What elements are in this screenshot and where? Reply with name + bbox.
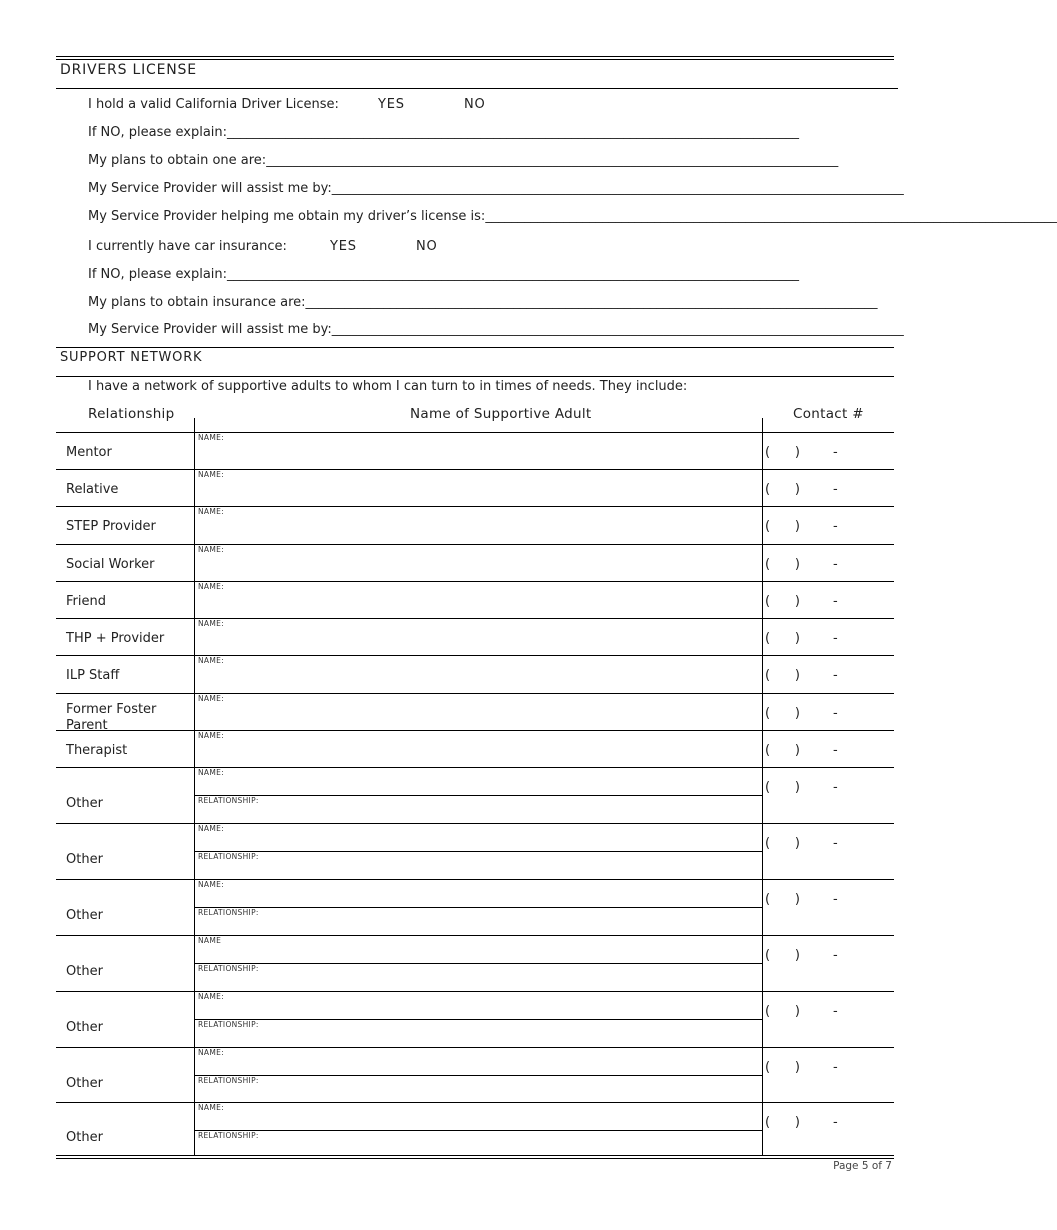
top-rule-inner <box>56 59 894 60</box>
relationship-label: Former Foster Parent <box>66 702 157 733</box>
row-rule <box>56 879 894 880</box>
relationship-subrule <box>194 795 762 796</box>
name-field[interactable]: NAME: <box>198 507 224 516</box>
relationship-subrule <box>194 1019 762 1020</box>
relationship-label: Other <box>66 1130 103 1145</box>
name-field[interactable]: NAME: <box>198 880 224 889</box>
relationship-field[interactable]: RELATIONSHIP: <box>198 908 259 917</box>
relationship-label: Social Worker <box>66 557 155 572</box>
insurance-no-option[interactable]: NO <box>416 239 438 254</box>
row-rule <box>56 544 894 545</box>
contact-phone-field[interactable]: ( ) - <box>765 836 838 851</box>
name-field[interactable]: NAME: <box>198 582 224 591</box>
support-top-rule <box>56 347 894 348</box>
insurance-question: I currently have car insurance: <box>88 239 287 254</box>
relationship-label: Other <box>66 1020 103 1035</box>
support-title-rule <box>56 376 894 377</box>
relationship-field[interactable]: RELATIONSHIP: <box>198 1020 259 1029</box>
name-field[interactable]: NAME: <box>198 1103 224 1112</box>
contact-phone-field[interactable]: ( ) - <box>765 482 838 497</box>
relationship-subrule <box>194 851 762 852</box>
name-field[interactable]: NAME: <box>198 619 224 628</box>
relationship-field[interactable]: RELATIONSHIP: <box>198 852 259 861</box>
license-helper-line[interactable]: My Service Provider helping me obtain my driver’s license is:________________________________________________________________________________________ <box>88 209 1057 224</box>
license-plans-line[interactable]: My plans to obtain one are:________________________________________________________________________________________ <box>88 153 839 168</box>
drivers-license-title: DRIVERS LICENSE <box>60 62 197 78</box>
relationship-divider <box>194 418 195 1155</box>
name-field[interactable]: NAME <box>198 936 222 945</box>
insurance-yes-option[interactable]: YES <box>330 239 357 254</box>
license-question: I hold a valid California Driver License: <box>88 97 339 112</box>
row-rule <box>56 730 894 731</box>
row-rule <box>56 618 894 619</box>
license-assist-label: My Service Provider will assist me by: <box>88 181 332 196</box>
name-field[interactable]: NAME: <box>198 731 224 740</box>
contact-phone-field[interactable]: ( ) - <box>765 1115 838 1130</box>
row-rule <box>56 767 894 768</box>
relationship-subrule <box>194 1075 762 1076</box>
contact-phone-field[interactable]: ( ) - <box>765 668 838 683</box>
row-rule <box>56 469 894 470</box>
contact-phone-field[interactable]: ( ) - <box>765 1004 838 1019</box>
relationship-label: Other <box>66 796 103 811</box>
relationship-label: Other <box>66 1076 103 1091</box>
insurance-assist-label: My Service Provider will assist me by: <box>88 322 332 337</box>
contact-column-header: Contact # <box>793 406 864 422</box>
license-yes-option[interactable]: YES <box>378 97 405 112</box>
row-rule <box>56 1102 894 1103</box>
row-rule <box>56 693 894 694</box>
contact-phone-field[interactable]: ( ) - <box>765 948 838 963</box>
bottom-rule-inner <box>56 1158 894 1159</box>
drivers-title-rule <box>56 88 898 89</box>
license-no-option[interactable]: NO <box>464 97 486 112</box>
contact-phone-field[interactable]: ( ) - <box>765 892 838 907</box>
license-assist-line[interactable]: My Service Provider will assist me by:________________________________________________________________________________________ <box>88 181 904 196</box>
relationship-field[interactable]: RELATIONSHIP: <box>198 1131 259 1140</box>
support-intro: I have a network of supportive adults to whom I can turn to in times of needs. They include: <box>88 379 688 394</box>
name-field[interactable]: NAME: <box>198 824 224 833</box>
license-explain-label: If NO, please explain: <box>88 125 228 140</box>
row-rule <box>56 506 894 507</box>
name-field[interactable]: NAME: <box>198 992 224 1001</box>
contact-phone-field[interactable]: ( ) - <box>765 780 838 795</box>
support-network-title: SUPPORT NETWORK <box>60 350 203 365</box>
relationship-label: Other <box>66 908 103 923</box>
contact-phone-field[interactable]: ( ) - <box>765 1060 838 1075</box>
relationship-subrule <box>194 1130 762 1131</box>
insurance-explain-label: If NO, please explain: <box>88 267 228 282</box>
relationship-label: Relative <box>66 482 119 497</box>
relationship-label: THP + Provider <box>66 631 165 646</box>
row-rule <box>56 991 894 992</box>
name-column-header: Name of Supportive Adult <box>410 406 592 422</box>
relationship-field[interactable]: RELATIONSHIP: <box>198 964 259 973</box>
license-helper-label: My Service Provider helping me obtain my driver’s license is: <box>88 209 486 224</box>
relationship-label: STEP Provider <box>66 519 156 534</box>
row-rule <box>56 935 894 936</box>
row-rule <box>56 823 894 824</box>
row-rule <box>56 1047 894 1048</box>
relationship-label: Mentor <box>66 445 112 460</box>
row-rule <box>56 432 894 433</box>
relationship-label: Other <box>66 964 103 979</box>
name-field[interactable]: NAME: <box>198 1048 224 1057</box>
row-rule <box>56 655 894 656</box>
contact-phone-field[interactable]: ( ) - <box>765 557 838 572</box>
name-field[interactable]: NAME: <box>198 545 224 554</box>
contact-phone-field[interactable]: ( ) - <box>765 743 838 758</box>
insurance-explain-line[interactable]: If NO, please explain:________________________________________________________________________________________ <box>88 267 800 282</box>
page-number: Page 5 of 7 <box>833 1160 892 1172</box>
contact-divider <box>762 418 763 1155</box>
insurance-assist-line[interactable]: My Service Provider will assist me by:________________________________________________________________________________________ <box>88 322 904 337</box>
row-rule <box>56 581 894 582</box>
relationship-field[interactable]: RELATIONSHIP: <box>198 1076 259 1085</box>
bottom-rule <box>56 1155 894 1156</box>
contact-phone-field[interactable]: ( ) - <box>765 445 838 460</box>
relationship-subrule <box>194 963 762 964</box>
contact-phone-field[interactable]: ( ) - <box>765 631 838 646</box>
name-field[interactable]: NAME: <box>198 656 224 665</box>
relationship-label: Other <box>66 852 103 867</box>
name-field[interactable]: NAME: <box>198 768 224 777</box>
name-field[interactable]: NAME: <box>198 470 224 479</box>
relationship-column-header: Relationship <box>88 406 175 422</box>
relationship-label: Therapist <box>66 743 128 758</box>
insurance-plans-label: My plans to obtain insurance are: <box>88 295 306 310</box>
relationship-subrule <box>194 907 762 908</box>
license-explain-line[interactable]: If NO, please explain:________________________________________________________________________________________ <box>88 125 800 140</box>
name-field[interactable]: NAME: <box>198 433 224 442</box>
license-plans-label: My plans to obtain one are: <box>88 153 267 168</box>
relationship-label: Friend <box>66 594 106 609</box>
contact-phone-field[interactable]: ( ) - <box>765 519 838 534</box>
relationship-label: ILP Staff <box>66 668 120 683</box>
relationship-field[interactable]: RELATIONSHIP: <box>198 796 259 805</box>
name-field[interactable]: NAME: <box>198 694 224 703</box>
top-rule <box>56 56 894 57</box>
insurance-plans-line[interactable]: My plans to obtain insurance are:________________________________________________________________________________________ <box>88 295 878 310</box>
contact-phone-field[interactable]: ( ) - <box>765 706 838 721</box>
contact-phone-field[interactable]: ( ) - <box>765 594 838 609</box>
